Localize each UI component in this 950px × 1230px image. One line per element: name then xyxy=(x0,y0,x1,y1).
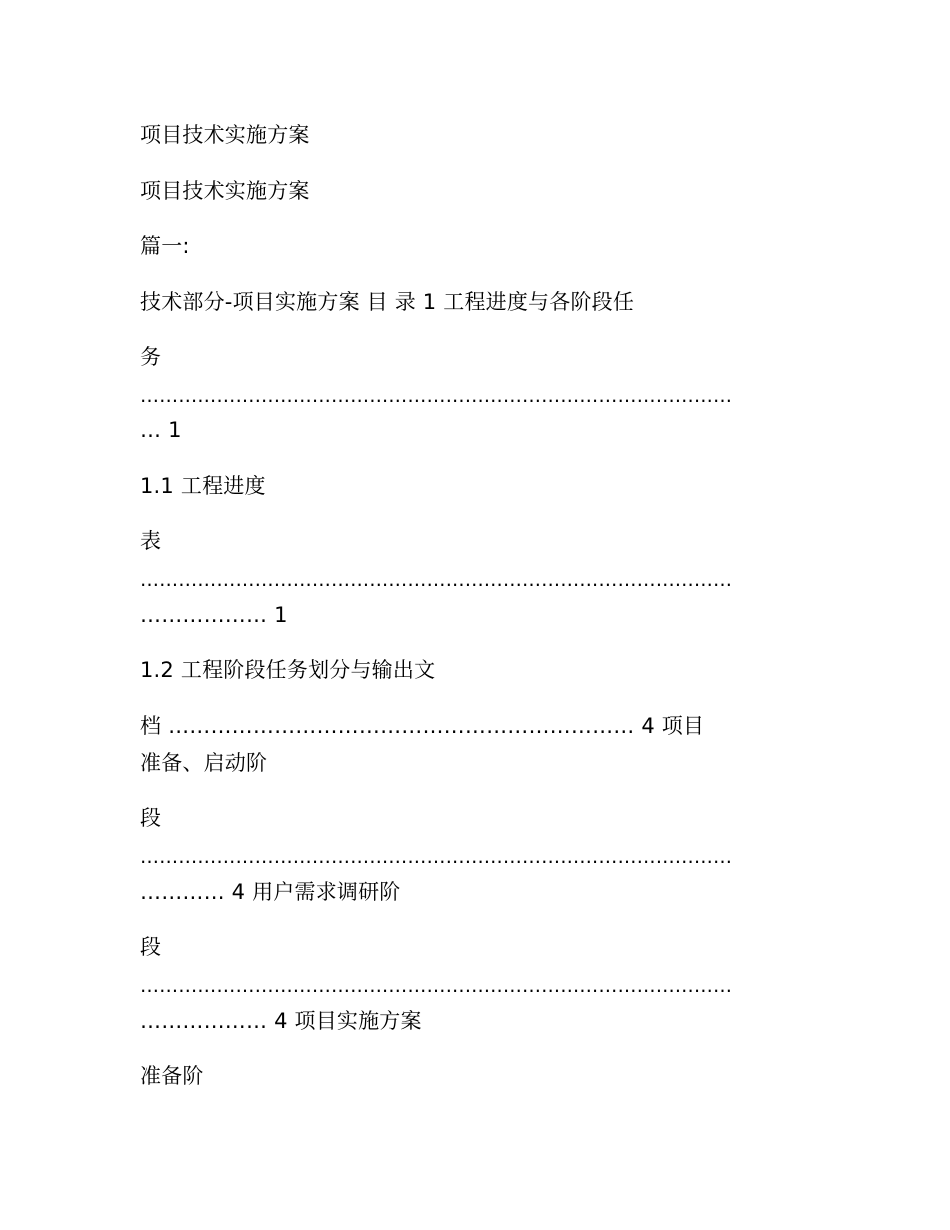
toc-entry-text: 务 xyxy=(140,345,162,369)
toc-intro-line: 技术部分-项目实施方案 目 录 1 工程进度与各阶段任 xyxy=(140,290,635,314)
toc-page-number: ……………… 1 xyxy=(140,603,288,627)
doc-subtitle: 项目技术实施方案 xyxy=(140,179,310,203)
toc-entry-text: 准备阶 xyxy=(140,1064,204,1088)
toc-entry-text: 段 xyxy=(140,806,162,830)
toc-entry-text: 档 ………………………………………………………… 4 项目 xyxy=(140,714,705,738)
toc-entry-text: 段 xyxy=(140,935,162,959)
toc-page-number: ………… 4 用户需求调研阶 xyxy=(140,880,401,904)
toc-entry-text: 准备、启动阶 xyxy=(140,751,268,775)
toc-page-number: ……………… 4 项目实施方案 xyxy=(140,1009,422,1033)
toc-entry-text: 1.2 工程阶段任务划分与输出文 xyxy=(140,658,436,682)
toc-leader-dots: ………………………………………………………………………………… xyxy=(140,846,733,868)
chapter-heading: 篇一: xyxy=(140,234,190,258)
toc-entry-text: 1.1 工程进度 xyxy=(140,474,266,498)
toc-page-number: … 1 xyxy=(140,418,182,442)
doc-title: 项目技术实施方案 xyxy=(140,123,310,147)
toc-leader-dots: ………………………………………………………………………………… xyxy=(140,385,733,407)
toc-leader-dots: ………………………………………………………………………………… xyxy=(140,975,733,997)
toc-leader-dots: ………………………………………………………………………………… xyxy=(140,569,733,591)
toc-entry-text: 表 xyxy=(140,529,162,553)
